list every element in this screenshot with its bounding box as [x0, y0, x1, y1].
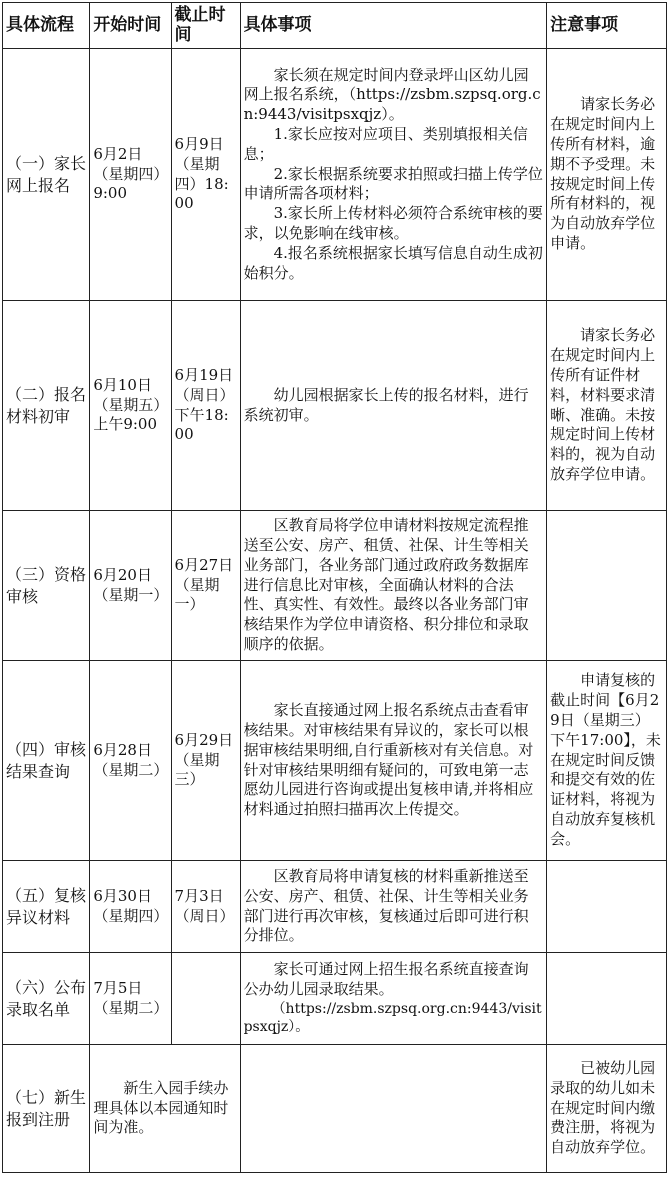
row-note	[547, 861, 667, 953]
table-row	[3, 861, 667, 953]
header-process: 具体流程	[3, 3, 90, 49]
enrollment-schedule-table	[2, 2, 667, 1173]
row-start-merged	[90, 1045, 240, 1173]
table-header-row	[3, 3, 667, 49]
note-text: 已被幼儿园录取的幼儿如未在规定时间内缴费注册，将视为自动放弃学位。	[550, 1059, 656, 1157]
row-step: （三）资格审核	[3, 511, 90, 661]
row-end: 6月29日（星期三）	[171, 661, 240, 861]
row-end	[171, 953, 240, 1045]
row-detail	[240, 301, 547, 511]
note-text: 请家长务必在规定时间内上传所有证件材料，材料要求清晰、准确。未按规定时间上传材料的，视为自动放弃学位申请。	[550, 326, 656, 483]
note-text: 申请复核的截止时间【6月29日（星期三）下午17:00】，未在规定时间反馈和提交有效的佐证材料，将视为自动放弃复核机会。	[550, 671, 661, 848]
row-detail	[240, 49, 547, 301]
row-step: （六）公布录取名单	[3, 953, 90, 1045]
row-start: 7月5日（星期二）	[90, 953, 171, 1045]
detail-text: 区教育局将申请复核的材料重新推送至公安、房产、租赁、社保、计生等相关业务部门进行再次审核，复核通过后即可进行积分排位。	[243, 866, 529, 945]
row-note	[547, 953, 667, 1045]
row-detail	[240, 511, 547, 661]
detail-item: 1.家长应按对应项目、类别填报相关信息；	[243, 125, 528, 163]
merged-text: 新生入园手续办理具体以本园通知时间为准。	[93, 1078, 229, 1137]
row-end: 7月3日（周日）	[171, 861, 240, 953]
row-step: （四）审核结果查询	[3, 661, 90, 861]
row-end: 6月9日（星期四）18:00	[171, 49, 240, 301]
table-row	[3, 49, 667, 301]
detail-text: 区教育局将学位申请材料按规定流程推送至公安、房产、租赁、社保、计生等相关业务部门，各业务部门通过政府政务数据库进行信息比对审核，全面确认材料的合法性、真实性、有效性。最终以各业务部门审核结果作为学位申请资格、积分排位和录取顺序的依据。	[243, 516, 529, 653]
row-note	[547, 511, 667, 661]
table-row	[3, 511, 667, 661]
row-note	[547, 661, 667, 861]
row-start: 6月2日（星期四）9:00	[90, 49, 171, 301]
header-start-time: 开始时间	[90, 3, 171, 49]
row-note	[547, 49, 667, 301]
row-end: 6月27日（星期一）	[171, 511, 240, 661]
detail-item: 4.报名系统根据家长填写信息自动生成初始积分。	[243, 243, 543, 282]
row-start: 6月20日（星期一）	[90, 511, 171, 661]
row-detail	[240, 953, 547, 1045]
row-step: （七）新生报到注册	[3, 1045, 90, 1173]
detail-text: 家长直接通过网上报名系统点击查看审核结果。对审核结果有异议的，家长可以根据审核结果明细,自行重新核对有关信息。对针对审核结果明细有疑问的，可致电第一志愿幼儿园进行咨询或提出复核申请,并将相应材料通过拍照扫描再次上传提交。	[243, 701, 534, 819]
row-detail	[240, 1045, 547, 1173]
detail-text: 家长可通过网上招生报名系统直接查询公办幼儿园录取结果。	[243, 960, 529, 999]
row-step: （一）家长网上报名	[3, 49, 90, 301]
table-row	[3, 1045, 667, 1173]
header-notes: 注意事项	[547, 3, 667, 49]
row-end: 6月19日（周日）下午18:00	[171, 301, 240, 511]
row-start: 6月28日（星期二）	[90, 661, 171, 861]
row-start: 6月10日（星期五）上午9:00	[90, 301, 171, 511]
row-note	[547, 1045, 667, 1173]
row-note	[547, 301, 667, 511]
detail-url: （https://zsbm.szpsq.org.cn:9443/visitpsxqjz）。	[243, 1000, 542, 1036]
table-row	[3, 953, 667, 1045]
note-text: 请家长务必在规定时间内上传所有材料，逾期不予受理。未按规定时间上传所有材料的，视为自动放弃学位申请。	[550, 95, 656, 252]
table-row	[3, 301, 667, 511]
row-step: （五）复核异议材料	[3, 861, 90, 953]
table-row	[3, 661, 667, 861]
detail-item: 2.家长根据系统要求拍照或扫描上传学位申请所需各项材料；	[243, 164, 543, 203]
row-step: （二）报名材料初审	[3, 301, 90, 511]
detail-text: 幼儿园根据家长上传的报名材料，进行系统初审。	[243, 385, 529, 424]
detail-intro: 家长须在规定时间内登录坪山区幼儿园网上报名系统，（https://zsbm.szpsq.org.cn:9443/visitpsxqjz）。	[243, 65, 541, 124]
detail-item: 3.家长所上传材料必须符合系统审核的要求，以免影响在线审核。	[243, 204, 543, 242]
header-details: 具体事项	[240, 3, 547, 49]
row-start: 6月30日（星期四）	[90, 861, 171, 953]
header-end-time: 截止时间	[171, 3, 240, 49]
row-detail	[240, 661, 547, 861]
row-detail	[240, 861, 547, 953]
